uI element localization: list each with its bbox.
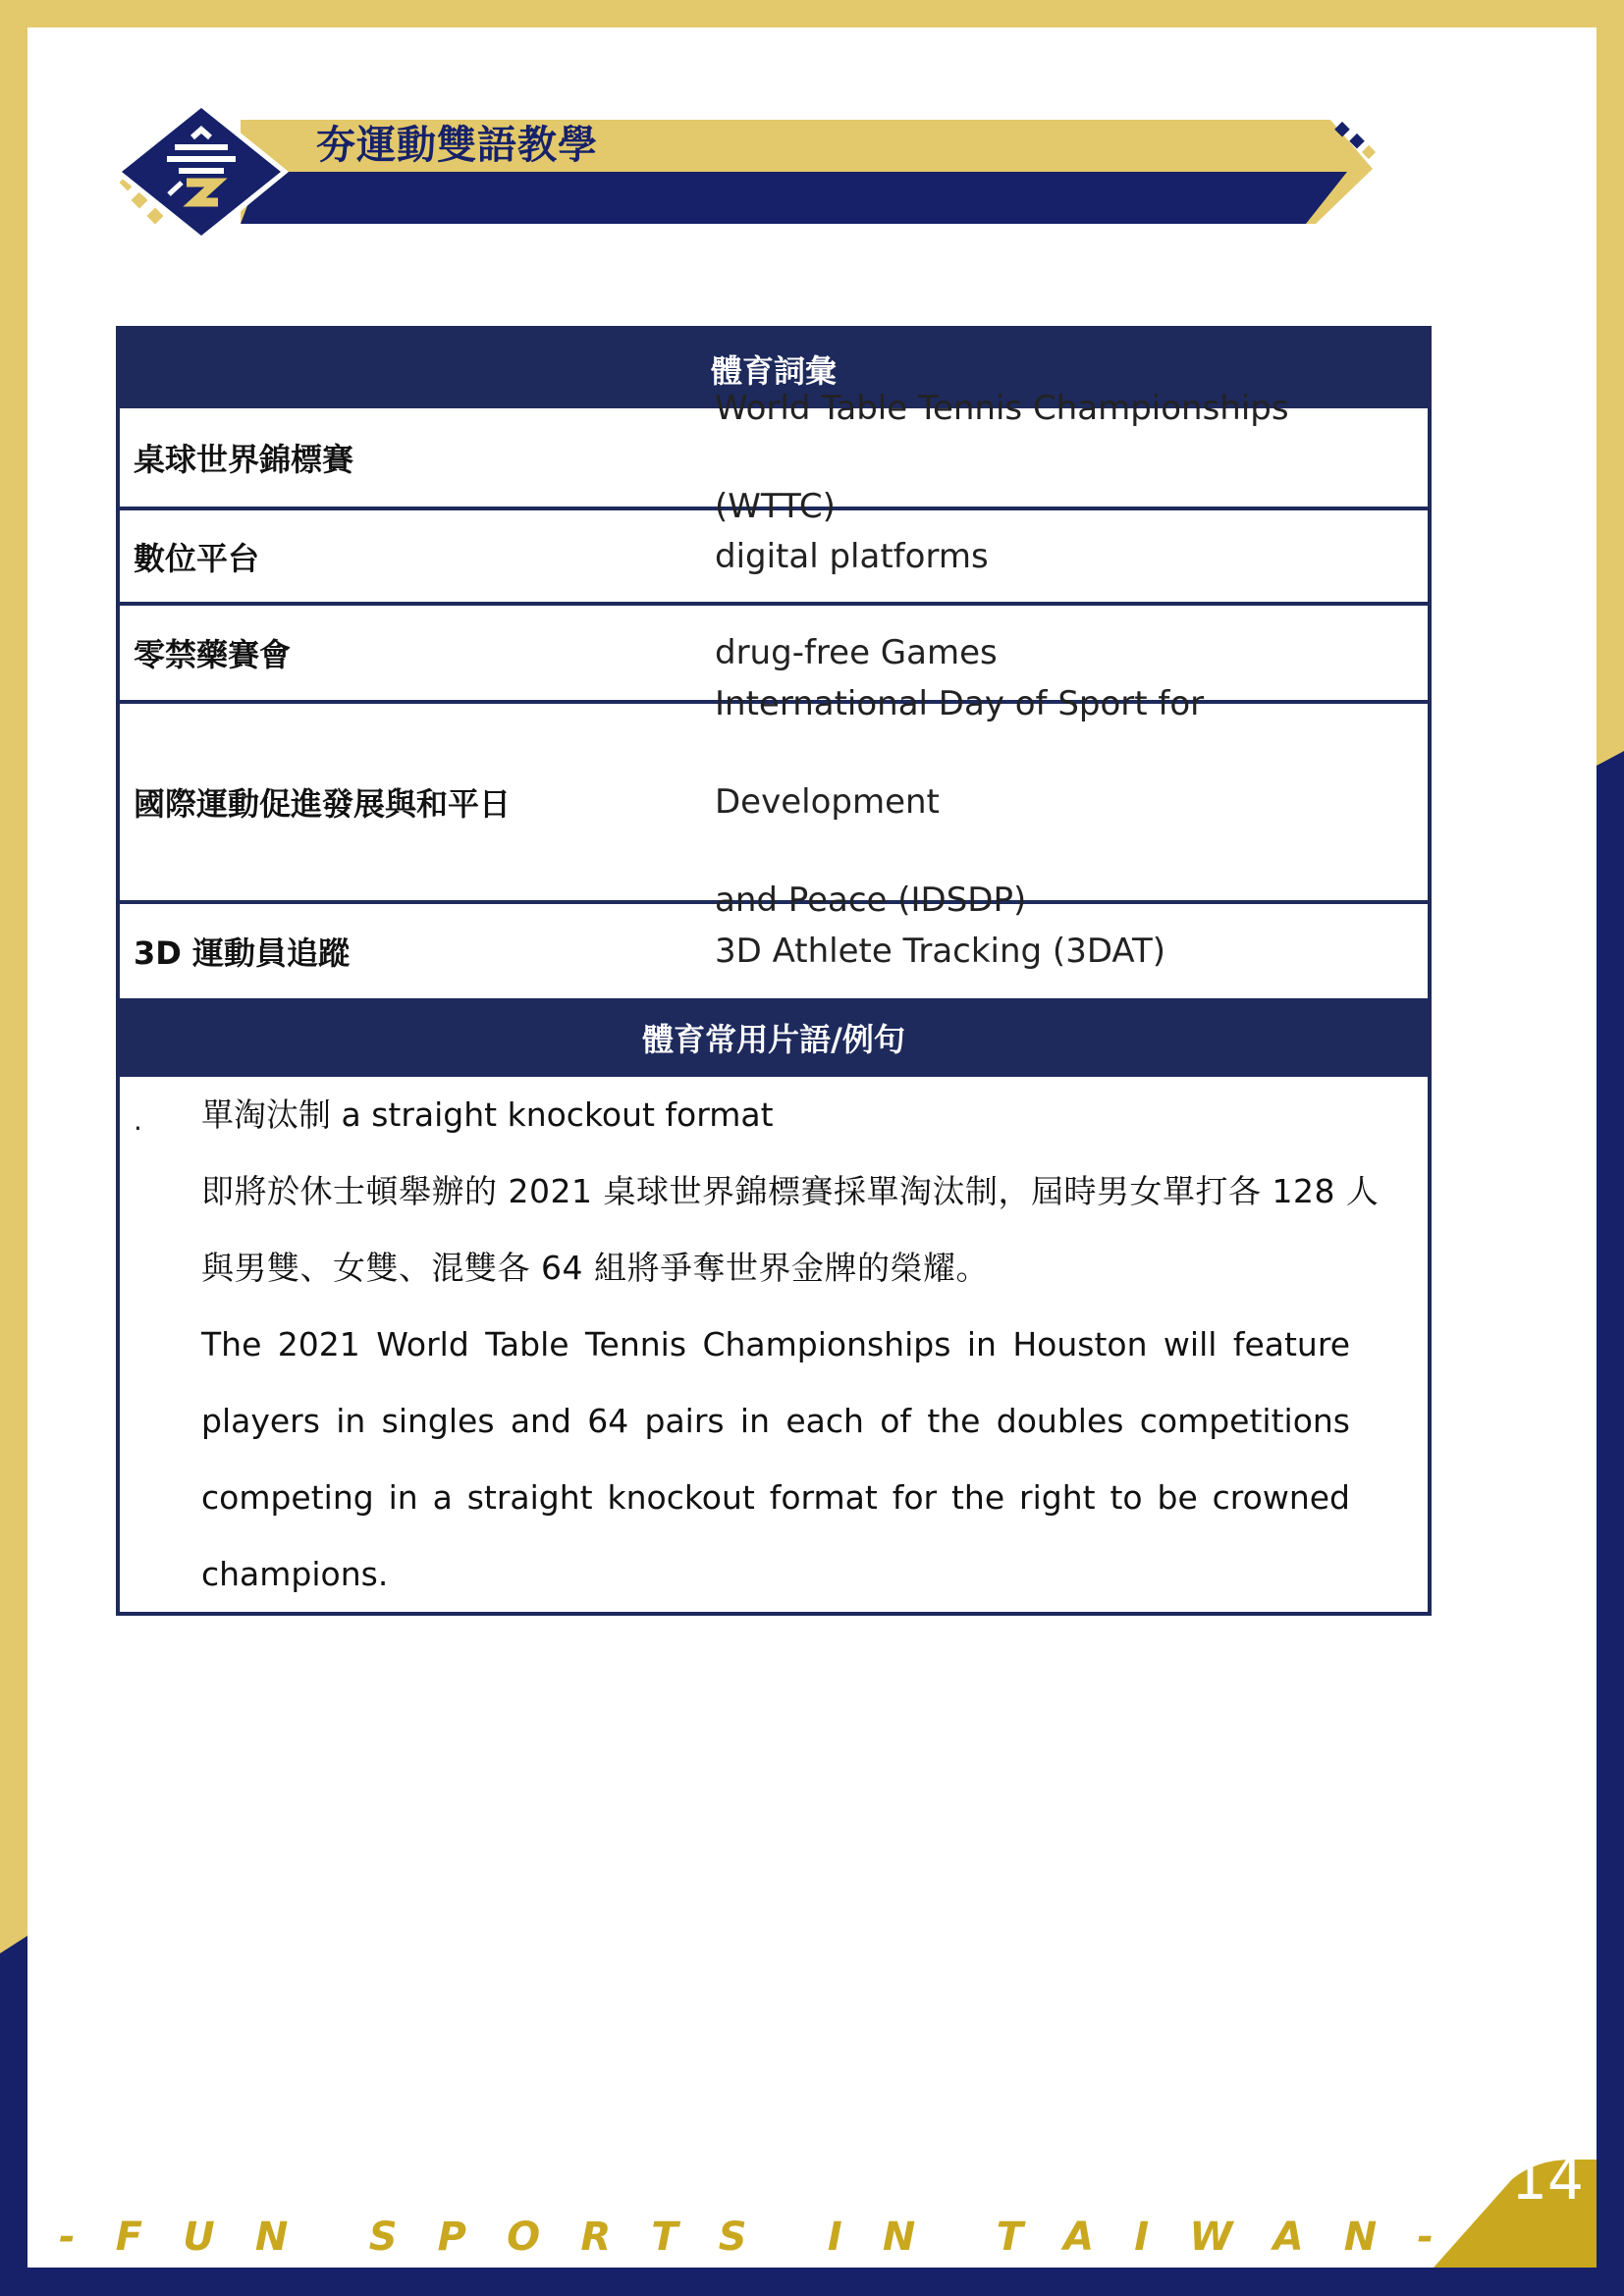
tagline-char: T <box>651 2215 678 2260</box>
tagline-char: U <box>183 2215 215 2260</box>
term-chinese: 國際運動促進發展與和平日 <box>134 785 512 823</box>
term-english: digital platforms <box>715 536 989 576</box>
tagline-char: P <box>437 2215 466 2260</box>
phrase-zh-line: 與男雙、女雙、混雙各 64 組將爭奪世界金牌的榮耀。 <box>201 1249 989 1287</box>
term-english: International Day of Sport for Development and Peace (IDSDP) <box>715 684 1205 920</box>
term-chinese: 桌球世界錦標賽 <box>134 441 354 478</box>
term-english: 3D Athlete Tracking (3DAT) <box>715 932 1166 971</box>
tagline-char: N <box>882 2215 916 2260</box>
tagline-char: O <box>507 2215 541 2260</box>
tagline-char: I <box>1134 2215 1150 2260</box>
tagline-char: I <box>827 2215 842 2260</box>
term-chinese: 零禁藥賽會 <box>134 636 292 673</box>
vocab-row <box>120 389 1428 526</box>
tagline-char: R <box>580 2215 612 2260</box>
header-banner <box>120 120 1377 224</box>
tagline-char: - <box>59 2215 76 2260</box>
tagline-char: W <box>1189 2215 1233 2260</box>
tagline-char: A <box>1063 2215 1095 2260</box>
vocab-row <box>120 507 1428 602</box>
vocab-row <box>120 684 1428 920</box>
vocab-row <box>120 900 1428 998</box>
page-number: 14 <box>1511 2146 1584 2213</box>
tagline-char: - <box>1417 2215 1434 2260</box>
term-english: World Table Tennis Championships (WTTC) <box>715 389 1289 526</box>
tagline-char: N <box>254 2215 289 2260</box>
tagline-char: F <box>115 2215 143 2260</box>
phrases-header: 體育常用片語/例句 <box>120 998 1428 1077</box>
tagline-char: T <box>996 2215 1023 2260</box>
tagline-char: S <box>718 2215 747 2260</box>
term-chinese: 3D 運動員追蹤 <box>134 934 350 972</box>
tagline-char: N <box>1343 2215 1378 2260</box>
vocab-table-header: 體育詞彙 <box>120 330 1428 408</box>
term-chinese: 數位平台 <box>134 539 260 577</box>
vocab-table <box>116 326 1432 1616</box>
phrase-heading: 單淘汰制 a straight knockout format <box>201 1095 774 1134</box>
page-title: 夯運動雙語教學 <box>316 123 598 168</box>
phrase-en-line: The 2021 World Table Tennis Championships in Houston will feature <box>201 1325 1350 1363</box>
bullet-marker: · <box>134 1112 142 1145</box>
phrase-section <box>120 1077 1428 1612</box>
term-english: drug-free Games <box>715 633 998 672</box>
phrase-en-line: champions. <box>201 1555 389 1593</box>
tagline-char: S <box>368 2215 398 2260</box>
phrase-lines <box>201 1077 1380 1613</box>
tagline-char: A <box>1272 2215 1304 2260</box>
phrase-en-line: competing in a straight knockout format for the right to be crowned <box>201 1478 1350 1517</box>
phrase-en-line: players in singles and 64 pairs in each of the doubles competitions <box>201 1402 1350 1440</box>
footer-tagline <box>59 2215 1434 2260</box>
phrase-zh-line: 即將於休士頓舉辦的 2021 桌球世界錦標賽採單淘汰制，屆時男女單打各 128 人 <box>201 1172 1380 1210</box>
